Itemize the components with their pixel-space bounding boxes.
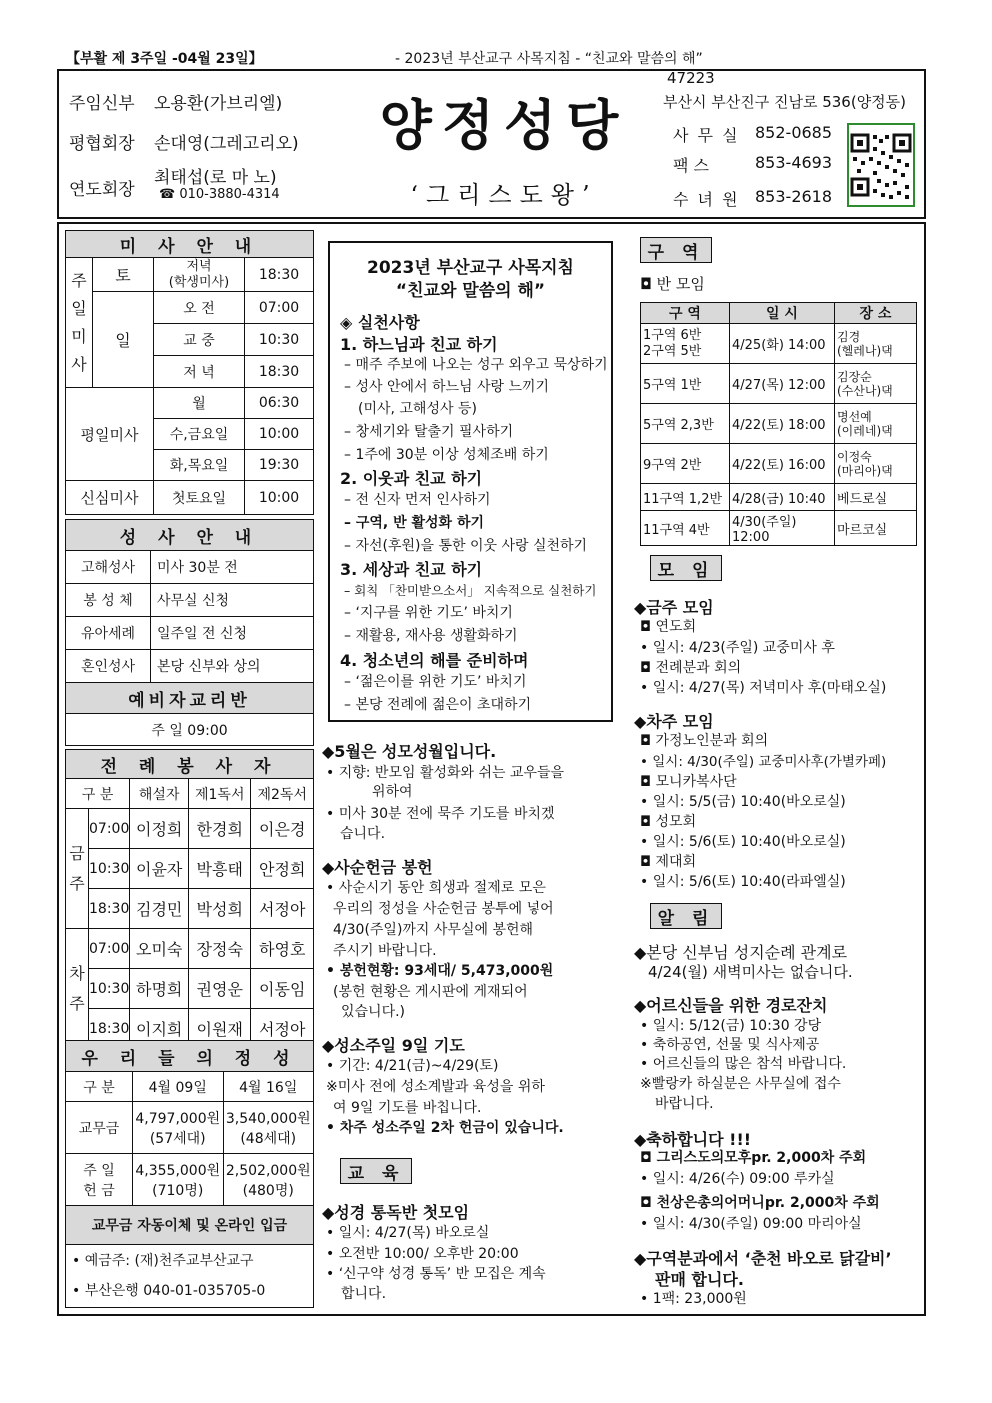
server-name: 이윤자 [130, 849, 189, 889]
guideline-item: – 구역, 반 활성화 하기 [344, 515, 485, 531]
offering-title: 우 리 들 의 정 성 [66, 1041, 314, 1072]
may-line: • 지향: 반모임 활성화와 쉬는 교우들을 [326, 765, 565, 781]
mass-name: 화,목요일 [154, 450, 245, 481]
server-name: 이원재 [189, 1009, 251, 1049]
lent-line: 4/30(주일)까지 사무실에 봉헌해 [333, 922, 534, 938]
notice-line: • 일시: 4/26(수) 09:00 루카실 [640, 1171, 835, 1187]
offering-amount: 2,502,000원 (480명) [223, 1154, 314, 1206]
notice-title: ◆어르신들을 위한 경로잔치 [634, 996, 828, 1015]
lent-line: (봉헌 현황은 게시판에 게재되어 [333, 984, 528, 1000]
server-name: 서정아 [251, 889, 314, 929]
convent-label: 수 녀 원 [673, 190, 740, 209]
notices-tag: 알 림 [650, 903, 722, 929]
mass-time: 10:00 [245, 481, 314, 515]
next-week-label: 차주 [66, 929, 89, 1049]
pastor-label: 주임신부 [69, 94, 135, 114]
server-name: 한경희 [189, 809, 251, 849]
mass-time: 06:30 [245, 388, 314, 419]
notice-title: ◆축하합니다 !!! [634, 1130, 752, 1149]
notice-line: 바랍니다. [655, 1096, 714, 1112]
may-line: • 미사 30분 전에 묵주 기도를 바치겠 [326, 806, 555, 822]
parish-subtitle: ‘그리스도왕’ [410, 181, 598, 209]
district-header: 일 시 [730, 303, 835, 324]
liturgy-servers-table [65, 749, 314, 1049]
servers-header: 제1독서 [189, 779, 251, 809]
mass-time: 10:30 [245, 324, 314, 356]
diocese-motto: - 2023년 부산교구 사목지침 - “친교와 말씀의 해” [395, 51, 703, 67]
mass-time: 07:00 [245, 292, 314, 324]
meeting-line: • 일시: 5/6(토) 10:40(라파엘실) [640, 874, 846, 890]
meeting-line: ◘ 전례분과 회의 [640, 660, 742, 676]
lent-line: 있습니다.) [341, 1004, 406, 1020]
notice-line: ◆본당 신부님 성지순례 관계로 [634, 943, 848, 962]
guideline-item: – 자선(후원)을 통한 이웃 사랑 실천하기 [344, 538, 588, 554]
server-name: 권영운 [189, 969, 251, 1009]
lent-line: 주시기 바랍니다. [333, 943, 437, 959]
youth-label: 연도회장 [69, 180, 135, 200]
council-name: 손대영(그레고리오) [154, 134, 299, 154]
server-name: 하영호 [251, 929, 314, 969]
offering-header: 4월 09일 [133, 1072, 224, 1102]
education-tag: 교 육 [340, 1158, 412, 1184]
district-header: 구 역 [641, 303, 730, 324]
sacrament-info: 본당 신부와 상의 [151, 650, 314, 683]
district-subheading: ◘ 반 모임 [640, 275, 705, 293]
district-date: 4/28(금) 10:40 [730, 484, 835, 511]
this-week-label: 금주 [66, 809, 89, 929]
bank-info [66, 1245, 314, 1308]
zip-code: 47223 [667, 69, 715, 87]
district-header: 장 소 [835, 303, 917, 324]
district-date: 4/22(토) 18:00 [730, 404, 835, 444]
notice-line: 판매 합니다. [655, 1270, 744, 1289]
lent-line: • 사순시기 동안 희생과 절제로 모은 [326, 880, 546, 896]
meeting-line: • 일시: 4/30(주일) 교중미사후(가별카페) [640, 754, 887, 770]
mass-name: 저 녁 [154, 356, 245, 388]
servers-header: 해설자 [130, 779, 189, 809]
guideline-item: – 매주 주보에 나오는 성구 외우고 묵상하기 [344, 357, 608, 373]
guideline-title: 2023년 부산교구 사목지침 [367, 258, 574, 278]
fax-phone: 853-4693 [755, 153, 833, 172]
server-name: 박성희 [189, 889, 251, 929]
qr-code[interactable] [847, 123, 915, 207]
account-holder: • 예금주: (재)천주교부산교구 [72, 1253, 254, 1269]
meeting-line: ◘ 가정노인분과 회의 [640, 733, 769, 749]
catechumen-time: 주 일 09:00 [66, 714, 314, 746]
district-group: 1구역 6반 2구역 5반 [641, 324, 730, 364]
district-place: 베드로실 [835, 484, 917, 511]
meeting-line: • 일시: 5/6(토) 10:40(바오로실) [640, 834, 846, 850]
offering-table [65, 1040, 314, 1308]
offering-header: 구 분 [66, 1072, 133, 1102]
auto-transfer-title: 교무금 자동이체 및 온라인 입금 [66, 1206, 314, 1245]
youth-name: 최태섭(로 마 노) [154, 168, 277, 188]
notice-title: ◆구역분과에서 ‘춘천 바오로 닭갈비’ [634, 1249, 892, 1268]
server-time: 18:30 [89, 1009, 130, 1049]
servers-title: 전 례 봉 사 자 [66, 750, 314, 779]
pastor-name: 오용환(가브리엘) [154, 94, 283, 114]
offering-amount: 4,355,000원 (710명) [133, 1154, 224, 1206]
sacrament-name: 고해성사 [66, 551, 151, 584]
next-week-meetings-title: ◆차주 모임 [634, 712, 714, 731]
may-line: 위하여 [372, 784, 413, 800]
sacrament-name: 봉 성 체 [66, 584, 151, 617]
district-date: 4/30(주일) 12:00 [730, 511, 835, 546]
district-group: 5구역 1반 [641, 364, 730, 404]
office-phone: 852-0685 [755, 123, 833, 142]
mass-time: 18:30 [245, 258, 314, 292]
server-time: 07:00 [89, 809, 130, 849]
server-name: 장정숙 [189, 929, 251, 969]
bible-line: • 일시: 4/27(목) 바오로실 [326, 1225, 490, 1241]
guideline-item: – 창세기와 탈출기 필사하기 [344, 424, 514, 440]
sunday-mass-label: 주일미사 [66, 258, 93, 388]
guideline-item: 2. 이웃과 친교 하기 [340, 469, 483, 488]
vocation-line: 여 9일 기도를 바칩니다. [333, 1100, 482, 1116]
server-time: 10:30 [89, 969, 130, 1009]
notice-line: ※빨랑카 하실분은 사무실에 접수 [640, 1076, 841, 1092]
servers-header: 제2독서 [251, 779, 314, 809]
server-name: 이동임 [251, 969, 314, 1009]
guideline-item: – ‘지구를 위한 기도’ 바치기 [344, 605, 513, 621]
server-name: 김경민 [130, 889, 189, 929]
weekday-mass-label: 평일미사 [66, 388, 154, 481]
server-time: 10:30 [89, 849, 130, 889]
lent-status: • 봉헌현황: 93세대/ 5,473,000원 [326, 963, 554, 979]
sacrament-name: 혼인성사 [66, 650, 151, 683]
server-time: 18:30 [89, 889, 130, 929]
sacrament-name: 유아세례 [66, 617, 151, 650]
district-place: 명선예 (이레네)댁 [835, 404, 917, 444]
server-name: 안정희 [251, 849, 314, 889]
mass-time: 10:00 [245, 419, 314, 450]
bible-title: ◆성경 통독반 첫모임 [322, 1203, 470, 1222]
vocation-line: ※미사 전에 성소계발과 육성을 위하 [326, 1079, 545, 1095]
server-name: 이은경 [251, 809, 314, 849]
meeting-line: ◘ 모니카복사단 [640, 774, 737, 790]
youth-phone: ☎ 010-3880-4314 [159, 187, 280, 202]
this-week-meetings-title: ◆금주 모임 [634, 598, 714, 617]
guideline-item: 4. 청소년의 해를 준비하며 [340, 651, 529, 670]
servers-header: 구 분 [66, 779, 130, 809]
district-group: 9구역 2반 [641, 444, 730, 484]
sunday-label: 일 [93, 292, 154, 388]
sacrament-info: 미사 30분 전 [151, 551, 314, 584]
guideline-box [328, 241, 613, 722]
devotion-mass-label: 신심미사 [66, 481, 154, 515]
notice-line: • 축하공연, 선물 및 식사제공 [640, 1037, 820, 1053]
sacrament-info: 사무실 신청 [151, 584, 314, 617]
district-place: 김경 (헬레나)댁 [835, 324, 917, 364]
vocation-line: • 기간: 4/21(금)~4/29(토) [326, 1058, 499, 1074]
mass-time: 18:30 [245, 356, 314, 388]
mass-name: 첫토요일 [154, 481, 245, 515]
guideline-item: (미사, 고해성사 등) [358, 401, 477, 417]
district-group: 11구역 4반 [641, 511, 730, 546]
guideline-item: – 성사 안에서 하느님 사랑 느끼기 [344, 379, 550, 395]
notice-line: • 일시: 4/30(주일) 09:00 마리아실 [640, 1216, 862, 1232]
bank-account: • 부산은행 040-01-035705-0 [72, 1283, 266, 1299]
masthead [57, 69, 926, 219]
server-name: 오미숙 [130, 929, 189, 969]
mass-schedule-table [65, 230, 314, 515]
district-date: 4/22(토) 16:00 [730, 444, 835, 484]
office-label: 사 무 실 [673, 126, 740, 145]
may-line: 습니다. [340, 826, 386, 842]
district-tag: 구 역 [640, 237, 712, 263]
offering-kind: 교무금 [66, 1102, 133, 1154]
mass-name: 월 [154, 388, 245, 419]
district-group: 11구역 1,2반 [641, 484, 730, 511]
district-place: 마르코실 [835, 511, 917, 546]
district-place: 이정숙 (마리아)댁 [835, 444, 917, 484]
meeting-line: • 일시: 5/5(금) 10:40(바오로실) [640, 794, 846, 810]
server-name: 박흥태 [189, 849, 251, 889]
mass-title: 미 사 안 내 [66, 231, 314, 258]
group-meeting-table [640, 302, 917, 546]
district-group: 5구역 2,3반 [641, 404, 730, 444]
server-name: 이정희 [130, 809, 189, 849]
notice-line: • 1팩: 23,000원 [640, 1291, 747, 1307]
notice-line: ◘ 천상은총의어머니pr. 2,000차 주회 [640, 1195, 880, 1211]
address: 부산시 부산진구 진남로 536(양정동) [663, 93, 907, 111]
fax-label: 팩 스 [673, 156, 709, 175]
meeting-line: ◘ 성모회 [640, 814, 697, 830]
notice-line: • 일시: 5/12(금) 10:30 강당 [640, 1018, 822, 1034]
mass-name: 교 중 [154, 324, 245, 356]
may-title: ◆5월은 성모성월입니다. [322, 742, 497, 761]
offering-header: 4월 16일 [223, 1072, 314, 1102]
vocation-title: ◆성소주일 9일 기도 [322, 1036, 465, 1055]
issue-date: 【부활 제 3주일 -04월 23일】 [66, 51, 263, 67]
bible-line: • ‘신구약 성경 통독’ 반 모집은 계속 [326, 1266, 546, 1282]
notice-line: 4/24(월) 새벽미사는 없습니다. [648, 963, 853, 981]
district-place: 김장순 (수산나)댁 [835, 364, 917, 404]
meetings-tag: 모 임 [650, 555, 722, 581]
mass-time: 19:30 [245, 450, 314, 481]
mass-name: 수,금요일 [154, 419, 245, 450]
server-name: 이지희 [130, 1009, 189, 1049]
parish-title: 양정성당 [379, 93, 629, 157]
notice-line: ◘ 그리스도의모후pr. 2,000차 주회 [640, 1150, 867, 1166]
offering-amount: 3,540,000원 (48세대) [223, 1102, 314, 1154]
guideline-item: 3. 세상과 친교 하기 [340, 560, 483, 579]
lent-line: 우리의 정성을 사순헌금 봉투에 넣어 [333, 901, 554, 917]
guideline-item: – 회칙 「찬미받으소서」 지속적으로 실천하기 [344, 583, 597, 598]
notice-line: • 어르신들의 많은 참석 바랍니다. [640, 1056, 847, 1072]
server-time: 07:00 [89, 929, 130, 969]
practice-heading: ◈ 실천사항 [340, 313, 420, 332]
offering-amount: 4,797,000원 (57세대) [133, 1102, 224, 1154]
offering-kind: 주 일 헌 금 [66, 1154, 133, 1206]
guideline-item: – ‘젊은이를 위한 기도’ 바치기 [344, 674, 527, 690]
meeting-line: • 일시: 4/27(목) 저녁미사 후(마태오실) [640, 680, 887, 696]
mass-name: 저녁 (학생미사) [154, 258, 245, 292]
guideline-item: – 재활용, 재사용 생활화하기 [344, 628, 518, 644]
guideline-item: – 전 신자 먼저 인사하기 [344, 492, 491, 508]
sacrament-table [65, 519, 314, 746]
server-name: 서정아 [251, 1009, 314, 1049]
catechumen-title: 예비자교리반 [66, 683, 314, 714]
guideline-item: 1. 하느님과 친교 하기 [340, 335, 498, 354]
district-date: 4/27(목) 12:00 [730, 364, 835, 404]
guideline-motto: “친교와 말씀의 해” [395, 281, 546, 301]
convent-phone: 853-2618 [755, 187, 833, 206]
guideline-item: – 본당 전례에 젊은이 초대하기 [344, 697, 532, 713]
server-name: 하명희 [130, 969, 189, 1009]
bible-line: 합니다. [341, 1286, 387, 1302]
sacrament-info: 일주일 전 신청 [151, 617, 314, 650]
mass-name: 오 전 [154, 292, 245, 324]
guideline-item: – 1주에 30분 이상 성체조배 하기 [344, 447, 549, 463]
meeting-line: ◘ 연도회 [640, 619, 697, 635]
council-label: 평협회장 [69, 134, 135, 154]
lent-title: ◆사순헌금 봉헌 [322, 858, 433, 877]
district-date: 4/25(화) 14:00 [730, 324, 835, 364]
bible-line: • 오전반 10:00/ 오후반 20:00 [326, 1246, 519, 1262]
sacrament-title: 성 사 안 내 [66, 520, 314, 551]
saturday-label: 토 [93, 258, 154, 292]
meeting-line: • 일시: 4/23(주일) 교중미사 후 [640, 640, 835, 656]
vocation-line: • 차주 성소주일 2차 헌금이 있습니다. [326, 1120, 564, 1136]
meeting-line: ◘ 제대회 [640, 854, 697, 870]
